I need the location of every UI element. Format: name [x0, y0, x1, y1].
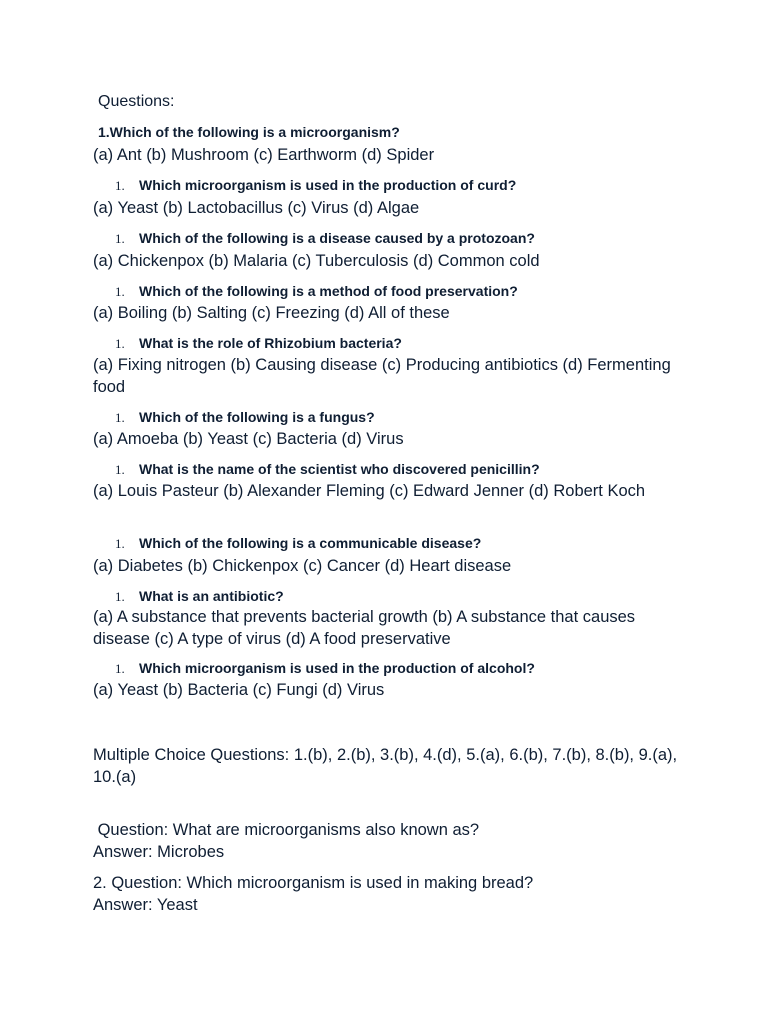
question-5-text: What is the role of Rhizobium bacteria?	[139, 335, 402, 351]
question-4-text: Which of the following is a method of food preservation?	[139, 283, 518, 299]
list-number: 1.	[115, 462, 125, 477]
question-2-options: (a) Yeast (b) Lactobacillus (c) Virus (d) Algae	[93, 199, 420, 217]
question-6	[115, 408, 375, 427]
question-7	[115, 460, 540, 479]
question-3-text: Which of the following is a disease caused by a protozoan?	[139, 230, 535, 246]
qa-1-answer: Answer: Microbes	[93, 843, 225, 861]
qa-2-question: 2. Question: Which microorganism is used in making bread?	[93, 874, 534, 892]
list-number: 1.	[115, 536, 125, 551]
question-1-options: (a) Ant (b) Mushroom (c) Earthworm (d) Spider	[93, 146, 435, 164]
question-3-options: (a) Chickenpox (b) Malaria (c) Tuberculosis (d) Common cold	[93, 252, 540, 270]
answer-key: Multiple Choice Questions: 1.(b), 2.(b), 3.(b), 4.(d), 5.(a), 6.(b), 7.(b), 8.(b), 9.(a), 10.(a)	[93, 746, 678, 786]
question-9-options: (a) A substance that prevents bacterial growth (b) A substance that causes disease (c) A type of virus (d) A food preservative	[93, 608, 636, 648]
list-number: 1.	[115, 231, 125, 246]
question-5	[115, 334, 402, 353]
question-10-text: Which microorganism is used in the production of alcohol?	[139, 660, 535, 676]
question-8-options: (a) Diabetes (b) Chickenpox (c) Cancer (d) Heart disease	[93, 557, 512, 575]
question-2-text: Which microorganism is used in the production of curd?	[139, 177, 517, 193]
questions-heading: Questions:	[98, 93, 175, 110]
question-1: 1.Which of the following is a microorganism?	[98, 124, 400, 140]
question-4	[115, 282, 518, 301]
question-8-text: Which of the following is a communicable disease?	[139, 535, 482, 551]
question-2	[115, 176, 516, 195]
list-number: 1.	[115, 336, 125, 351]
list-number: 1.	[115, 589, 125, 604]
question-9-text: What is an antibiotic?	[139, 588, 284, 604]
qa-1-question: Question: What are microorganisms also known as?	[93, 821, 480, 839]
question-10-options: (a) Yeast (b) Bacteria (c) Fungi (d) Virus	[93, 681, 385, 699]
question-6-options: (a) Amoeba (b) Yeast (c) Bacteria (d) Virus	[93, 430, 404, 448]
list-number: 1.	[115, 178, 125, 193]
question-5-options: (a) Fixing nitrogen (b) Causing disease (c) Producing antibiotics (d) Fermenting food	[93, 356, 671, 396]
question-8	[115, 534, 481, 553]
list-number: 1.	[115, 661, 125, 676]
question-4-options: (a) Boiling (b) Salting (c) Freezing (d) All of these	[93, 304, 450, 322]
qa-2-answer: Answer: Yeast	[93, 896, 198, 914]
question-9	[115, 587, 284, 606]
question-10	[115, 659, 535, 678]
question-7-text: What is the name of the scientist who discovered penicillin?	[139, 461, 540, 477]
list-number: 1.	[115, 284, 125, 299]
question-7-options: (a) Louis Pasteur (b) Alexander Fleming (c) Edward Jenner (d) Robert Koch	[93, 482, 646, 500]
list-number: 1.	[115, 410, 125, 425]
question-3	[115, 229, 535, 248]
question-6-text: Which of the following is a fungus?	[139, 409, 375, 425]
